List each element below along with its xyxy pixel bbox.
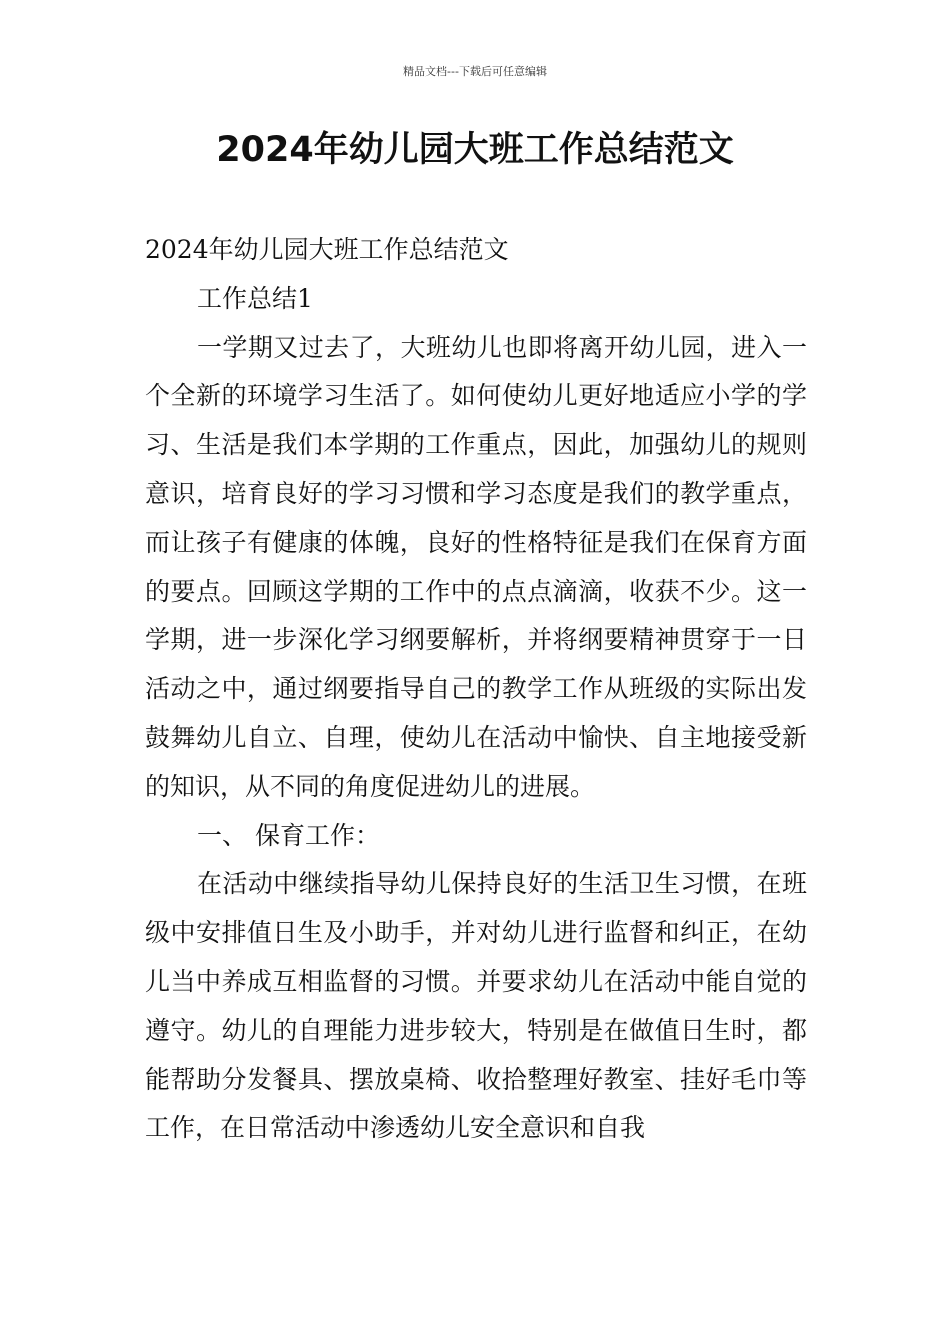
header-note: 精品文档---下载后可任意编辑 (403, 65, 547, 78)
document-title: 2024年幼儿园大班工作总结范文 (216, 130, 734, 170)
document-body (145, 226, 807, 1153)
paragraph-care: 在活动中继续指导幼儿保持良好的生活卫生习惯，在班级中安排值日生及小助手，并对幼儿进行监督和纠正，在幼儿当中养成互相监督的习惯。并要求幼儿在活动中能自觉的遵守。幼儿的自理能力进步较大，特别是在做值日生时，都能帮助分发餐具、摆放桌椅、收拾整理好教室、挂好毛巾等工作，在日常活动中渗透幼儿安全意识和自我 (145, 869, 807, 1143)
section-label: 工作总结1 (197, 283, 313, 313)
section-heading-care: 一、 保育工作： (197, 820, 380, 850)
document-subtitle: 2024年幼儿园大班工作总结范文 (145, 235, 509, 264)
paragraph-intro: 一学期又过去了，大班幼儿也即将离开幼儿园，进入一个全新的环境学习生活了。如何使幼儿更好地适应小学的学习、生活是我们本学期的工作重点，因此，加强幼儿的规则意识，培育良好的学习习惯和学习态度是我们的教学重点，而让孩子有健康的体魄，良好的性格特征是我们在保育方面的要点。回顾这学期的工作中的点点滴滴，收获不少。这一学期，进一步深化学习纲要解析，并将纲要精神贯穿于一日活动之中，通过纲要指导自己的教学工作从班级的实际出发鼓舞幼儿自立、自理，使幼儿在活动中愉快、自主地接受新的知识，从不同的角度促进幼儿的进展。 (145, 332, 807, 801)
